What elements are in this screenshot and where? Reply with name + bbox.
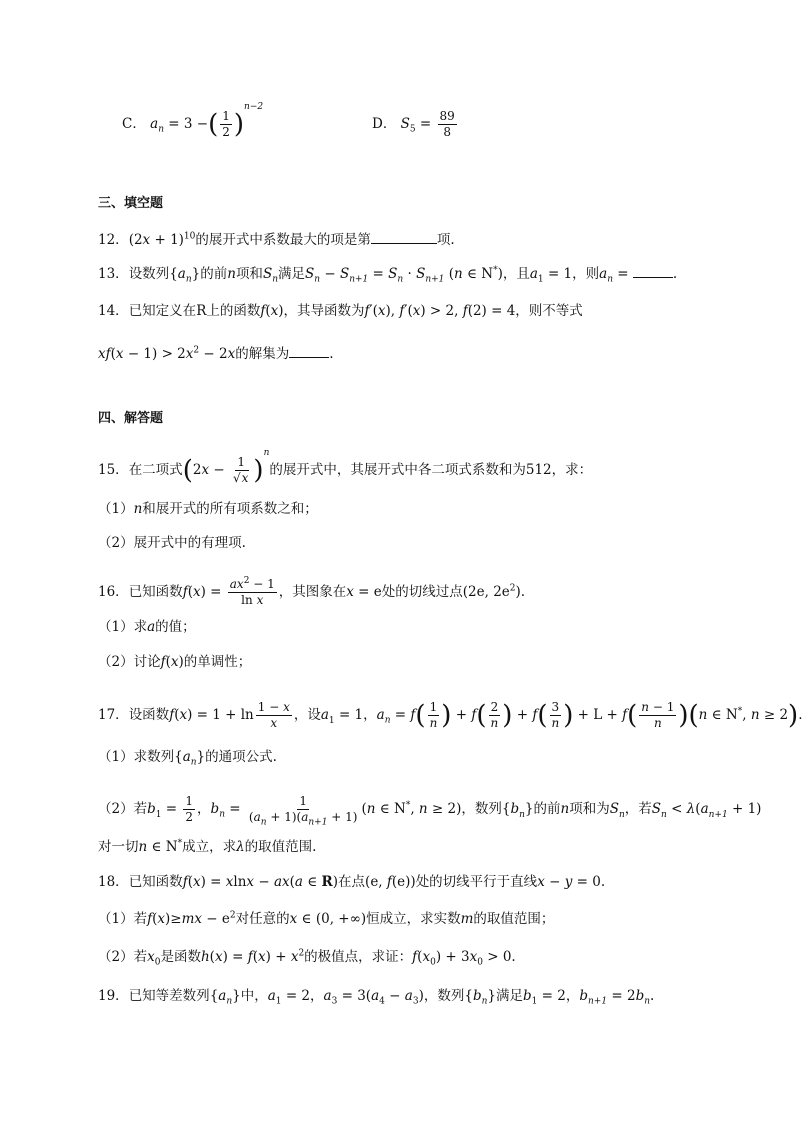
question-18: 18．已知函数f(x) = xlnx − ax(a ∈ R)在点(e, f(e))处的切线平行于直线x − y = 0. (98, 874, 606, 890)
question-17-part-1: （1）求数列$\{a_n\}$的通项公式. (98, 749, 277, 768)
question-15-part-2: （2）展开式中的有理项. (98, 535, 246, 551)
answer-blank[interactable] (633, 265, 673, 278)
question-17-part-2: （2）若$b_1$ = $\frac{1}{2}$ ，$b_n$ = $\frac{1}{(a_n + 1)(a_{n+1} + 1)}$ (n ∈ N*, n ≥ 2)，数列$\{b_n\}$的前n项和为$S_n$，若$S_n < \lambda(a_{n+1} + 1)$ (98, 794, 762, 828)
question-17-part-2-cont: 对一切n ∈ N*成立，求λ的取值范围. (98, 838, 317, 855)
option-d-label: D． (372, 116, 397, 133)
question-17: 17．设函数f(x) = 1 + ln $\frac{1 - x}{x}$ ，设$a_1 = 1$，$a_n = f$( $\frac{1}{n}$ ) + f( $\frac{2}{n}$ ) + f( $\frac{3}{n}$ ) + L + f( $\frac{n - 1}{n}$ )(n ∈ N*, n ≥ 2) (98, 700, 799, 731)
option-c (122, 101, 264, 140)
question-15-part-1: （1）n和展开式的所有项系数之和； (98, 501, 318, 517)
answer-blank[interactable] (371, 231, 437, 244)
q13-condition: $S_n - S_{n+1} = S_n \cdot S_{n+1}$ (n ∈ N*) (304, 265, 503, 285)
question-16-part-2: （2）讨论f(x)的单调性； (98, 654, 252, 670)
section-title-solutions: 四、解答题 (98, 411, 164, 426)
q17-sequence: $a_n = f$( $\frac{1}{n}$ ) + f( $\frac{2}{n}$ ) + f( $\frac{3}{n}$ ) + L + f( $\frac{n - 1}{n}$ )(n ∈ N*, n ≥ 2) (376, 700, 799, 731)
question-18-part-1: （1）若$f(x)\ge mx - e^2$对任意的x ∈ (0, +∞)恒成立，求实数m的取值范围； (98, 910, 555, 927)
question-16: 16．已知函数f(x) = $\frac{ax^2 - 1}{\text{ln x}}$ ，其图象在x = e处的切线过点(2e, $2e^2$). (98, 576, 526, 608)
option-d-formula: $S_5$ = $\frac{89}{8}$ (400, 109, 455, 140)
question-15: 15．在二项式(2x − $\frac{1}{√x}$ )$^n$的展开式中，其展开式中各二项式系数和为512，求： (98, 447, 593, 486)
q15-binomial: (2x − $\frac{1}{√x}$ )$^n$ (182, 447, 270, 486)
question-13: 13．设数列$\{a_n\}$的前n项和$S_n$满足$S_n - S_{n+1} = S_n \cdot S_{n+1}$ (n ∈ N*)，且$a_1 = 1$，则$a_n$ = . (98, 265, 678, 285)
section-title-fill-in: 三、填空题 (98, 196, 164, 211)
option-c-label: C． (122, 116, 146, 133)
q16-function: f(x) = $\frac{ax^2 - 1}{\text{ln x}}$ (182, 576, 275, 608)
q17-bn: $b_n$ = $\frac{1}{(a_n + 1)(a_{n+1} + 1)}$ (n ∈ N*, n ≥ 2) (210, 794, 462, 828)
q14-inequality: $xf(x - 1) > 2x^2 - 2x$ (98, 345, 236, 362)
answer-blank[interactable] (289, 345, 329, 358)
option-d (372, 110, 459, 139)
question-14-cont: $xf(x - 1) > 2x^2 - 2x$的解集为 . (98, 345, 334, 362)
q12-expr: $(2x + 1)^{10}$ (128, 231, 196, 248)
option-c-formula: $a_n = 3$ −( $\frac{1}{2}$ )$^{n-2}$ (150, 101, 264, 140)
question-14: 14．已知定义在R上的函数f(x)，其导函数为f′(x), f′(x) > 2, f(2) = 4，则不等式 (98, 303, 583, 319)
question-16-part-1: （1）求a的值； (98, 619, 196, 635)
q18-function: f(x) = xlnx − ax(a ∈ R) (182, 874, 339, 890)
question-18-part-2: （2）若$x_0$是函数$h(x) = f(x) + x^2$的极值点，求证：$f(x_0) + 3x_0 > 0$. (98, 948, 516, 968)
question-12: 12．$(2x + 1)^{10}$的展开式中系数最大的项是第 项. (98, 231, 455, 248)
q17-function: f(x) = 1 + ln $\frac{1 - x}{x}$ (169, 700, 290, 731)
q14-condition: f′(x), f′(x) > 2, f(2) = 4 (364, 303, 516, 319)
question-19: 19．已知等差数列$\{a_n\}$中，$a_1 = 2$，$a_3 = 3(a_4 - a_3)$，数列$\{b_n\}$满足$b_1 = 2$，$b_{n+1} = 2b_n$. (98, 988, 655, 1007)
